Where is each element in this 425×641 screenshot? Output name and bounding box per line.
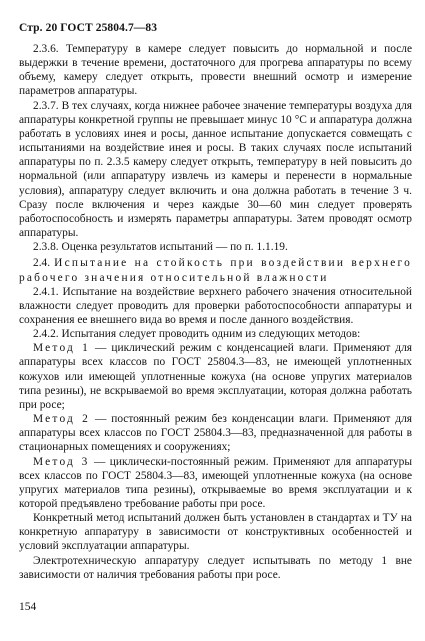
paragraph-2-4-2: 2.4.2. Испытания следует проводить одним из следующих методов:	[33, 328, 361, 341]
paragraph-2-3-7: 2.3.7. В тех случаях, когда нижнее рабочее значение температуры воздуха для аппаратуры конкретной группы не превышает минус 10 °С и аппаратура должна работать в условиях инея и росы, данное испытание допускается совмещать с испытаниями на воздействие инея и росы. В таких случаях после испытаний аппаратуры по п. 2.3.5 камеру следует открыть, температуру в ней повысить до нормальной (или аппаратуру извлечь из камеры и перенести в нормальные условия), аппаратуру следует включить и она должна работать в течение 3 ч. Сразу после включения и через каждые 30—60 мин следует проверять работоспособность и измерять параметры аппаратуры. Затем проводят осмотр аппаратуры.	[19, 99, 412, 240]
paragraph-electrotechnical: Электротехническую аппаратуру следует испытывать по методу 1 вне зависимости от наличия требования работы при росе.	[19, 554, 412, 581]
paragraph-2-4-1: 2.4.1. Испытание на воздействие верхнего рабочего значения относительной влажности следует проводить для проверки работоспособности аппаратуры и сохранения ее внешнего вида во время и после данного воздействия.	[19, 285, 412, 326]
page-number: 154	[19, 601, 37, 613]
method-2-text: — постоянный режим без конденсации влаги. Применяют для аппаратуры всех классов по ГОСТ 25804.3—83, предназначенной для работы в стационарных помещениях и сооружениях;	[19, 413, 412, 454]
section-title-text: Испытание на стойкость при воздействии верхнего рабочего значения относительной влажности	[19, 257, 412, 284]
page-header: Стр. 20 ГОСТ 25804.7—83	[19, 22, 158, 34]
paragraph-2-3-8: 2.3.8. Оценка результатов испытаний — по п. 1.1.19.	[33, 241, 288, 254]
method-2-item	[19, 412, 412, 454]
method-1-item	[19, 341, 412, 412]
section-number: 2.4.	[33, 257, 51, 270]
method-2-label: Метод 2	[33, 413, 91, 426]
method-1-text: — циклический режим с конденсацией влаги. Применяют для аппаратуры всех классов по ГОСТ 25804.3—83, не имеющей уплотненных кожухов или имеющей уплотненные кожуха (на основе упругих материалов типа резины), не вскрываемой во время эксплуатации, которая должна работать при росе;	[19, 342, 413, 411]
paragraph-method-choice: Конкретный метод испытаний должен быть установлен в стандартах и ТУ на конкретную аппаратуру в зависимости от конструктивных особенностей и условий эксплуатации аппаратуры.	[19, 512, 412, 553]
method-1-label: Метод 1	[33, 342, 91, 355]
section-title-2-4	[19, 256, 412, 284]
document-body	[19, 42, 412, 582]
method-3-text: — циклически-постоянный режим. Применяют для аппаратуры всех классов по ГОСТ 25804.3—83, имеющей уплотненные кожуха (на основе упругих материалов типа резины), открываемые во время эксплуатации и к которой предъявлено требование работы при росе.	[19, 455, 412, 510]
paragraph-2-3-6: 2.3.6. Температуру в камере следует повысить до нормальной и после выдержки в течение времени, достаточного для прогрева аппаратуры по всему объему, камеру следует открыть, провести внешний осмотр и измерение параметров аппаратуры.	[19, 43, 412, 98]
method-3-item	[19, 455, 412, 512]
method-3-label: Метод 3	[33, 455, 90, 468]
